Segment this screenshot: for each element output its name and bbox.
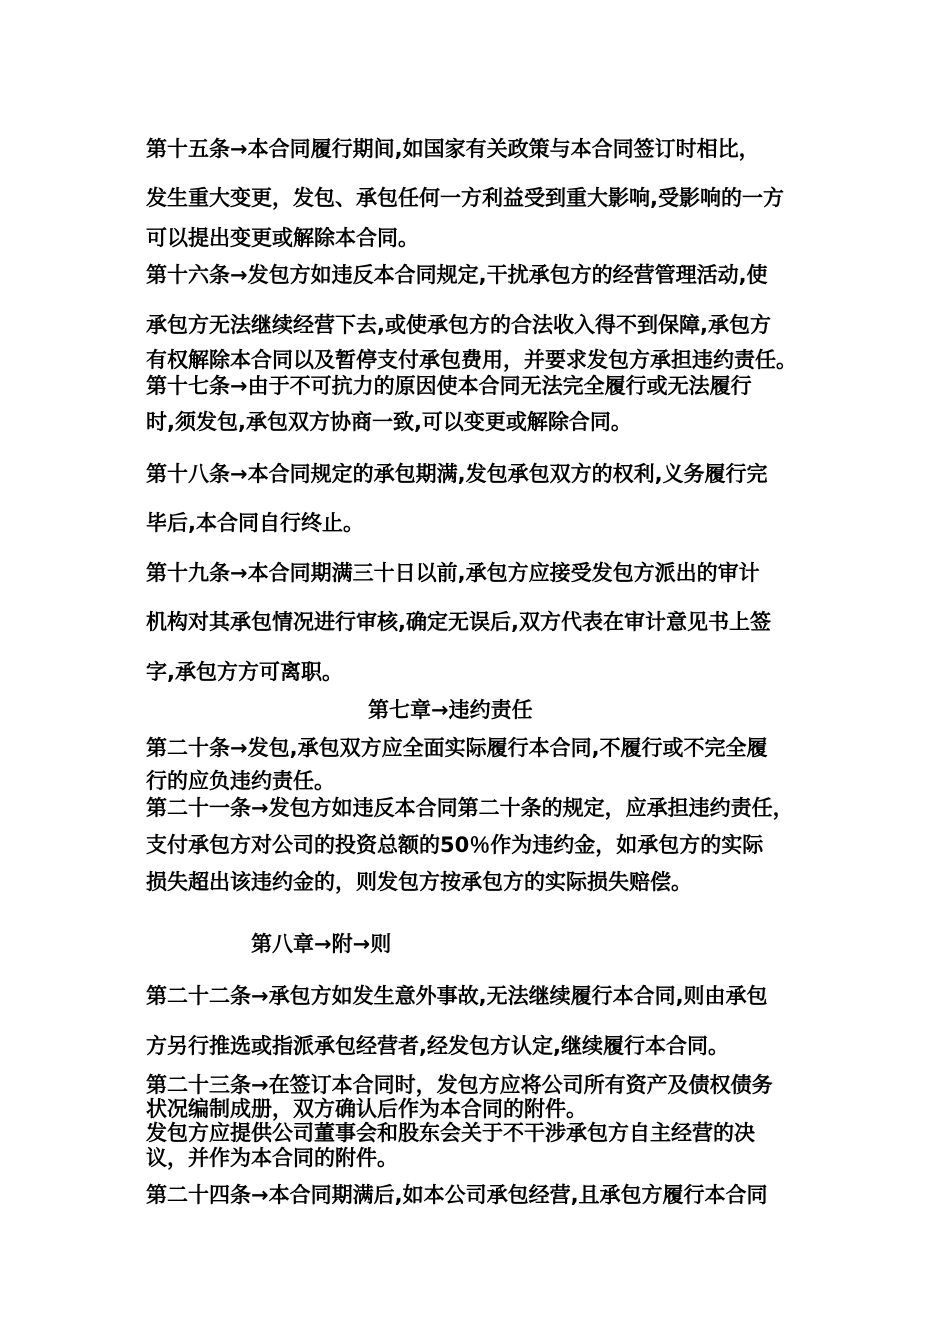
text-line: 时,须发包,承包双方协商一致,可以变更或解除合同。: [146, 410, 632, 434]
text-line: 可以提出变更或解除本合同。: [146, 226, 419, 250]
text-line: 第十九条→本合同期满三十日以前,承包方应接受发包方派出的审计: [146, 561, 760, 585]
text-line: 第二十二条→承包方如发生意外事故,无法继续履行本合同,则由承包: [146, 984, 768, 1008]
text-line: 机构对其承包情况进行审核,确定无误后,双方代表在审计意见书上签: [146, 610, 771, 634]
chapter-heading: 第七章→违约责任: [368, 698, 533, 722]
text-line: 发生重大变更，发包、承包任何一方利益受到重大影响,受影响的一方: [146, 186, 784, 210]
text-line: 第二十条→发包,承包双方应全面实际履行本合同,不履行或不完全履: [146, 736, 768, 760]
text-line: 发包方应提供公司董事会和股东会关于不干涉承包方自主经营的决: [146, 1121, 755, 1145]
text-line: 损失超出该违约金的，则发包方按承包方的实际损失赔偿。: [146, 870, 692, 894]
text-line: 承包方无法继续经营下去,或使承包方的合法收入得不到保障,承包方: [146, 313, 771, 337]
text-line: 有权解除本合同以及暂停支付承包费用，并要求发包方承担违约责任。: [146, 348, 797, 372]
text-line: 支付承包方对公司的投资总额的50％作为违约金，如承包方的实际: [146, 833, 764, 857]
chapter-heading: 第八章→附→则: [251, 932, 392, 956]
text-line: 方另行推选或指派承包经营者,经发包方认定,继续履行本合同。: [146, 1034, 729, 1058]
text-line: 行的应负违约责任。: [146, 769, 335, 793]
text-line: 毕后,本合同自行终止。: [146, 511, 364, 535]
text-line: 字,承包方方可离职。: [146, 660, 343, 684]
text-line: 第十八条→本合同规定的承包期满,发包承包双方的权利,义务履行完: [146, 462, 768, 486]
text-line: 议，并作为本合同的附件。: [146, 1146, 398, 1170]
text-line: 第二十四条→本合同期满后,如本公司承包经营,且承包方履行本合同: [146, 1183, 768, 1207]
text-line: 第二十一条→发包方如违反本合同第二十条的规定，应承担违约责任，: [146, 796, 794, 820]
text-line: 第十五条→本合同履行期间,如国家有关政策与本合同签订时相比，: [146, 137, 760, 161]
text-line: 第十七条→由于不可抗力的原因使本合同无法完全履行或无法履行: [146, 374, 752, 398]
text-line: 第十六条→发包方如违反本合同规定,干扰承包方的经营管理活动,使: [146, 263, 768, 287]
text-line: 状况编制成册，双方确认后作为本合同的附件。: [146, 1097, 587, 1121]
text-line: 第二十三条→在签订本合同时，发包方应将公司所有资产及债权债务: [146, 1073, 773, 1097]
